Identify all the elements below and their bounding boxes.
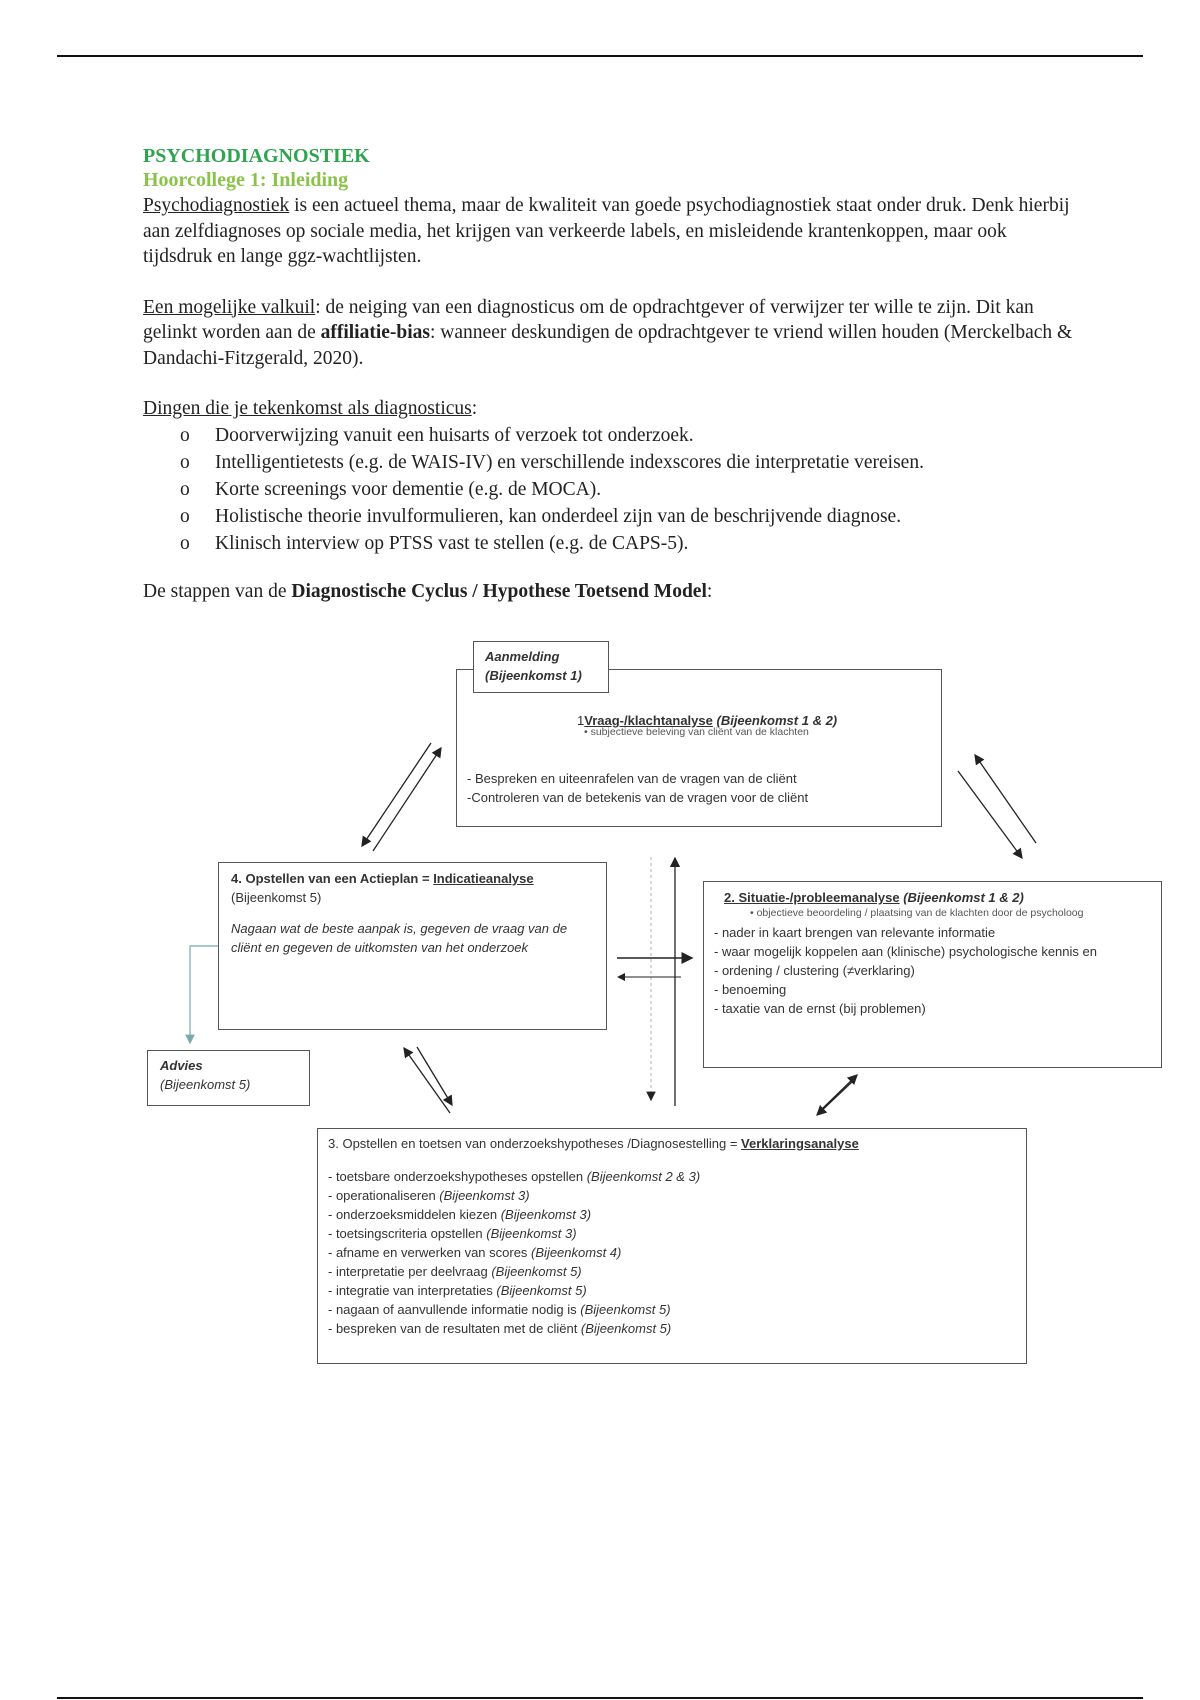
step1-line: - Bespreken en uiteenrafelen van de vragen van de cliënt: [467, 771, 797, 786]
term-valkuil: Een mogelijke valkuil: [143, 296, 316, 318]
step3-line-text: - toetsbare onderzoekshypotheses opstellen: [328, 1169, 584, 1184]
step4-title-text: 4. Opstellen van een Actieplan =: [231, 871, 434, 886]
step3-line-session: (Bijeenkomst 5): [577, 1321, 672, 1336]
step3-lines: [328, 1167, 1016, 1338]
step2-note: • objectieve beoordeling / plaatsing van de klachten door de psycholoog: [750, 907, 1084, 919]
step3-line: [328, 1167, 1016, 1186]
arrow-1-to-4: [362, 743, 431, 846]
step3-title: [328, 1134, 1016, 1153]
step3-line-session: (Bijeenkomst 4): [527, 1245, 622, 1260]
arrow-1-to-2: [958, 771, 1022, 858]
cycle-intro-end: :: [706, 580, 713, 602]
step3-line-session: (Bijeenkomst 5): [487, 1264, 582, 1279]
list-intro: [143, 396, 1073, 422]
step3-title-text: 3. Opstellen en toetsen van onderzoekshypotheses /Diagnosestelling =: [328, 1136, 742, 1151]
step3-line-session: (Bijeenkomst 3): [435, 1188, 530, 1203]
advies-label: Advies: [160, 1058, 203, 1073]
list-intro-text: Dingen die je tekenkomst als diagnosticus: [143, 398, 472, 419]
pitfall-paragraph: [143, 295, 1073, 372]
arrow-4-to-3: [417, 1047, 452, 1105]
arrow-3-to-2: [821, 1075, 857, 1110]
step2-line: - waar mogelijk koppelen aan (klinische) psychologische kennis en: [714, 944, 1097, 959]
term-affiliatie-bias: affiliatie-bias: [320, 322, 431, 343]
step1-lines: [467, 769, 808, 807]
step2-title-text: 2. Situatie-/probleemanalyse: [724, 890, 900, 905]
step3-line: [328, 1224, 1016, 1243]
cycle-intro-bold: Diagnostische Cyclus / Hypothese Toetsend Model: [291, 580, 707, 602]
bullet-list: [143, 422, 1073, 557]
step3-line-text: - nagaan of aanvullende informatie nodig is: [328, 1302, 577, 1317]
step3-line: [328, 1186, 1016, 1205]
step3-line: [328, 1300, 1016, 1319]
step2-box: [703, 881, 1162, 1068]
step3-line-session: (Bijeenkomst 5): [576, 1302, 671, 1317]
step1-number: 1: [577, 713, 585, 728]
step3-line-text: - bespreken van de resultaten met de cliënt: [328, 1321, 578, 1336]
step4-box: [218, 862, 607, 1030]
aanmelding-box: [473, 641, 609, 693]
term-psychodiagnostiek: Psychodiagnostiek: [143, 195, 290, 216]
arrow-2-to-1: [975, 755, 1036, 843]
arrow-2-to-3: [817, 1080, 854, 1115]
bullet-item: o Intelligentietests (e.g. de WAIS-IV) en verschillende indexscores die interpretatie vereisen.: [180, 449, 1073, 476]
step3-line-text: - interpretatie per deelvraag: [328, 1264, 488, 1279]
step3-line-session: (Bijeenkomst 2 & 3): [583, 1169, 701, 1184]
step3-line-text: - operationaliseren: [328, 1188, 436, 1203]
step1-title-text: Vraag-/klachtanalyse: [584, 713, 713, 728]
advies-arrow: [190, 946, 218, 1043]
cycle-intro-text: De stappen van de: [143, 580, 292, 602]
cycle-intro: [143, 579, 1073, 605]
step3-line: [328, 1243, 1016, 1262]
step3-line-session: (Bijeenkomst 5): [492, 1283, 587, 1298]
step3-line: [328, 1205, 1016, 1224]
step3-line-text: - afname en verwerken van scores: [328, 1245, 528, 1260]
step3-line-text: - onderzoeksmiddelen kiezen: [328, 1207, 498, 1222]
lecture-title: Hoorcollege 1: Inleiding: [143, 169, 349, 191]
step3-line-session: (Bijeenkomst 3): [497, 1207, 592, 1222]
step3-line-session: (Bijeenkomst 3): [482, 1226, 577, 1241]
step2-title: [714, 888, 1153, 907]
step3-title-underlined: Verklaringsanalyse: [741, 1136, 859, 1151]
bullet-item: o Holistische theorie invulformulieren, kan onderdeel zijn van de beschrijvende diagnose.: [180, 503, 1073, 530]
step2-line: - nader in kaart brengen van relevante informatie: [714, 925, 996, 940]
bullet-item: o Korte screenings voor dementie (e.g. de MOCA).: [180, 476, 1073, 503]
step4-title: [231, 869, 596, 888]
aanmelding-label: Aanmelding: [485, 649, 560, 664]
step3-line: [328, 1281, 1016, 1300]
bottom-rule: [57, 1697, 1143, 1699]
page-title: PSYCHODIAGNOSTIEK: [143, 145, 370, 167]
top-rule: [57, 55, 1143, 57]
step2-session: (Bijeenkomst 1 & 2): [899, 890, 1024, 905]
step2-lines: [714, 923, 1153, 1018]
list-intro-colon: :: [471, 398, 478, 419]
step2-line: - benoeming: [714, 982, 787, 997]
step4-session: (Bijeenkomst 5): [231, 890, 322, 905]
intro-text: is een actueel thema, maar de kwaliteit van goede psychodiagnostiek staat onder druk. Denk hierbij aan zelfdiagnoses op sociale media, het krijgen van verkeerde labels, en misleidende krantenkoppen, maar ook tijdsdruk en lange ggz-wachtlijsten.: [143, 195, 1070, 267]
step4-description: Nagaan wat de beste aanpak is, gegeven de vraag van de cliënt en gegeven de uitkomsten van het onderzoek: [231, 921, 568, 955]
advies-session: (Bijeenkomst 5): [160, 1077, 251, 1092]
step1-line: -Controleren van de betekenis van de vragen voor de cliënt: [467, 790, 809, 805]
step1-session: (Bijeenkomst 1 & 2): [712, 713, 838, 728]
advies-box: [147, 1050, 310, 1106]
step2-line: - ordening / clustering (≠verklaring): [714, 963, 915, 978]
step4-title-underlined: Indicatieanalyse: [433, 871, 534, 886]
step3-line-text: - integratie van interpretaties: [328, 1283, 493, 1298]
aanmelding-session: (Bijeenkomst 1): [485, 668, 582, 683]
intro-paragraph: [143, 193, 1073, 270]
step3-line: [328, 1262, 1016, 1281]
pitfall-text-1: : de neiging van een diagnosticus om de opdrachtgever of verwijzer ter wille te zijn. Dit kan gelinkt worden aan de: [143, 296, 1034, 343]
bullet-item: o Klinisch interview op PTSS vast te stellen (e.g. de CAPS-5).: [180, 530, 1073, 557]
arrow-3-to-4: [404, 1048, 450, 1113]
step2-line: - taxatie van de ernst (bij problemen): [714, 1001, 926, 1016]
step3-line: [328, 1319, 1016, 1338]
arrow-4-to-1: [373, 748, 441, 851]
pitfall-text-2: : wanneer deskundigen de opdrachtgever te vriend willen houden (Merckelbach & Dandachi-Fitzgerald, 2020).: [143, 322, 1073, 369]
step3-box: [317, 1128, 1027, 1364]
document-body: [143, 144, 1073, 604]
step1-note: • subjectieve beleving van cliënt van de klachten: [584, 726, 809, 738]
bullet-item: o Doorverwijzing vanuit een huisarts of verzoek tot onderzoek.: [180, 422, 1073, 449]
step3-line-text: - toetsingscriteria opstellen: [328, 1226, 483, 1241]
